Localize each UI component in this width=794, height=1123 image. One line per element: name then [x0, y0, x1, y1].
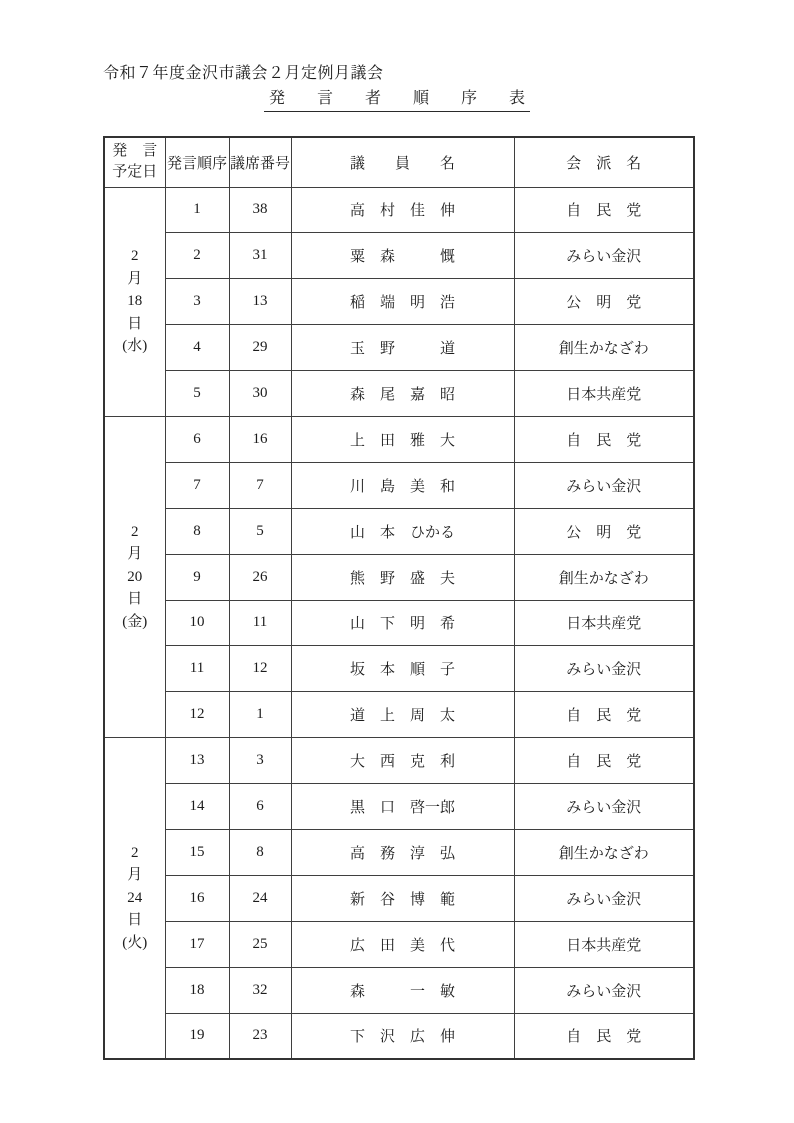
- order-cell: 14: [165, 784, 229, 830]
- member-name-cell: 粟 森 慨: [291, 233, 514, 279]
- order-cell: 5: [165, 371, 229, 417]
- header-speech-order: 発言順序: [165, 137, 229, 187]
- header-speech-date-line2: 予定日: [112, 164, 158, 181]
- party-name-cell: 公 明 党: [514, 279, 694, 325]
- table-row: [104, 921, 694, 967]
- header-row: [104, 137, 694, 187]
- order-cell: 8: [165, 508, 229, 554]
- member-name-cell: 稲 端 明 浩: [291, 279, 514, 325]
- speaker-order-table: [103, 136, 695, 1060]
- member-name-cell: 黒 口 啓一郎: [291, 784, 514, 830]
- speech-date-line: (火): [122, 934, 148, 951]
- speech-date-line: (金): [122, 613, 148, 630]
- speech-date-line: 24: [127, 889, 143, 906]
- party-name-cell: みらい金沢: [514, 967, 694, 1013]
- header-speech-date-line1: 発 言: [112, 143, 158, 160]
- header-party-name: 会 派 名: [514, 137, 694, 187]
- table-row: [104, 508, 694, 554]
- speech-date-cell: [104, 416, 165, 737]
- party-name-cell: 日本共産党: [514, 921, 694, 967]
- speech-date-cell: [104, 187, 165, 416]
- order-cell: 4: [165, 325, 229, 371]
- seat-cell: 24: [229, 875, 291, 921]
- party-name-cell: 創生かなざわ: [514, 829, 694, 875]
- order-cell: 10: [165, 600, 229, 646]
- member-name-cell: 大 西 克 利: [291, 738, 514, 784]
- seat-cell: 38: [229, 187, 291, 233]
- seat-cell: 16: [229, 416, 291, 462]
- party-name-cell: 自 民 党: [514, 187, 694, 233]
- order-cell: 18: [165, 967, 229, 1013]
- table-row: [104, 1013, 694, 1059]
- seat-cell: 1: [229, 692, 291, 738]
- seat-cell: 6: [229, 784, 291, 830]
- party-name-cell: 創生かなざわ: [514, 325, 694, 371]
- seat-cell: 25: [229, 921, 291, 967]
- member-name-cell: 森 尾 嘉 昭: [291, 371, 514, 417]
- order-cell: 13: [165, 738, 229, 784]
- speech-date-line: 月: [127, 270, 143, 287]
- seat-cell: 11: [229, 600, 291, 646]
- speech-date-line: (水): [122, 338, 148, 355]
- document-title: 令和７年度金沢市議会２月定例月議会: [103, 65, 384, 82]
- member-name-cell: 川 島 美 和: [291, 462, 514, 508]
- order-cell: 9: [165, 554, 229, 600]
- member-name-cell: 高 村 佳 伸: [291, 187, 514, 233]
- table-row: [104, 279, 694, 325]
- header-member-name: 議 員 名: [291, 137, 514, 187]
- party-name-cell: 自 民 党: [514, 738, 694, 784]
- party-name-cell: 自 民 党: [514, 416, 694, 462]
- speech-date-line: 月: [127, 546, 143, 563]
- order-cell: 6: [165, 416, 229, 462]
- member-name-cell: 新 谷 博 範: [291, 875, 514, 921]
- table-row: [104, 967, 694, 1013]
- party-name-cell: 日本共産党: [514, 600, 694, 646]
- order-cell: 7: [165, 462, 229, 508]
- header-seat-number: 議席番号: [229, 137, 291, 187]
- table-row: [104, 233, 694, 279]
- order-cell: 2: [165, 233, 229, 279]
- party-name-cell: みらい金沢: [514, 784, 694, 830]
- speech-date-line: 2: [131, 248, 139, 265]
- table-row: [104, 371, 694, 417]
- party-name-cell: みらい金沢: [514, 233, 694, 279]
- member-name-cell: 坂 本 順 子: [291, 646, 514, 692]
- speech-date-line: 日: [127, 315, 143, 332]
- member-name-cell: 玉 野 道: [291, 325, 514, 371]
- table-row: [104, 325, 694, 371]
- table-row: [104, 187, 694, 233]
- speech-date-line: 月: [127, 867, 143, 884]
- order-cell: 1: [165, 187, 229, 233]
- order-cell: 12: [165, 692, 229, 738]
- table-row: [104, 416, 694, 462]
- member-name-cell: 熊 野 盛 夫: [291, 554, 514, 600]
- table-row: [104, 554, 694, 600]
- seat-cell: 26: [229, 554, 291, 600]
- party-name-cell: みらい金沢: [514, 646, 694, 692]
- speaker-table-body: [104, 187, 694, 1059]
- member-name-cell: 森 一 敏: [291, 967, 514, 1013]
- seat-cell: 23: [229, 1013, 291, 1059]
- table-row: [104, 462, 694, 508]
- table-row: [104, 600, 694, 646]
- header-speech-date: [104, 137, 165, 187]
- table-row: [104, 875, 694, 921]
- seat-cell: 5: [229, 508, 291, 554]
- speech-date-cell: [104, 738, 165, 1059]
- speech-date-line: 20: [127, 568, 143, 585]
- order-cell: 3: [165, 279, 229, 325]
- order-cell: 19: [165, 1013, 229, 1059]
- table-row: [104, 829, 694, 875]
- member-name-cell: 山 下 明 希: [291, 600, 514, 646]
- table-row: [104, 692, 694, 738]
- document-subtitle: 発 言 者 順 序 表: [264, 85, 530, 112]
- speech-date-line: 日: [127, 912, 143, 929]
- seat-cell: 8: [229, 829, 291, 875]
- seat-cell: 32: [229, 967, 291, 1013]
- order-cell: 15: [165, 829, 229, 875]
- seat-cell: 30: [229, 371, 291, 417]
- seat-cell: 12: [229, 646, 291, 692]
- party-name-cell: みらい金沢: [514, 462, 694, 508]
- speech-date-line: 2: [131, 523, 139, 540]
- document-subtitle-wrap: [0, 85, 794, 112]
- table-row: [104, 784, 694, 830]
- party-name-cell: 日本共産党: [514, 371, 694, 417]
- seat-cell: 3: [229, 738, 291, 784]
- speech-date-line: 2: [131, 844, 139, 861]
- speech-date-line: 18: [127, 293, 143, 310]
- seat-cell: 13: [229, 279, 291, 325]
- speaker-table-header: [104, 137, 694, 187]
- member-name-cell: 山 本 ひかる: [291, 508, 514, 554]
- member-name-cell: 道 上 周 太: [291, 692, 514, 738]
- party-name-cell: 自 民 党: [514, 692, 694, 738]
- order-cell: 16: [165, 875, 229, 921]
- table-row: [104, 646, 694, 692]
- party-name-cell: 創生かなざわ: [514, 554, 694, 600]
- seat-cell: 29: [229, 325, 291, 371]
- member-name-cell: 上 田 雅 大: [291, 416, 514, 462]
- order-cell: 11: [165, 646, 229, 692]
- party-name-cell: 公 明 党: [514, 508, 694, 554]
- table-row: [104, 738, 694, 784]
- speech-date-line: 日: [127, 591, 143, 608]
- member-name-cell: 広 田 美 代: [291, 921, 514, 967]
- order-cell: 17: [165, 921, 229, 967]
- party-name-cell: みらい金沢: [514, 875, 694, 921]
- member-name-cell: 下 沢 広 伸: [291, 1013, 514, 1059]
- seat-cell: 7: [229, 462, 291, 508]
- member-name-cell: 高 務 淳 弘: [291, 829, 514, 875]
- party-name-cell: 自 民 党: [514, 1013, 694, 1059]
- seat-cell: 31: [229, 233, 291, 279]
